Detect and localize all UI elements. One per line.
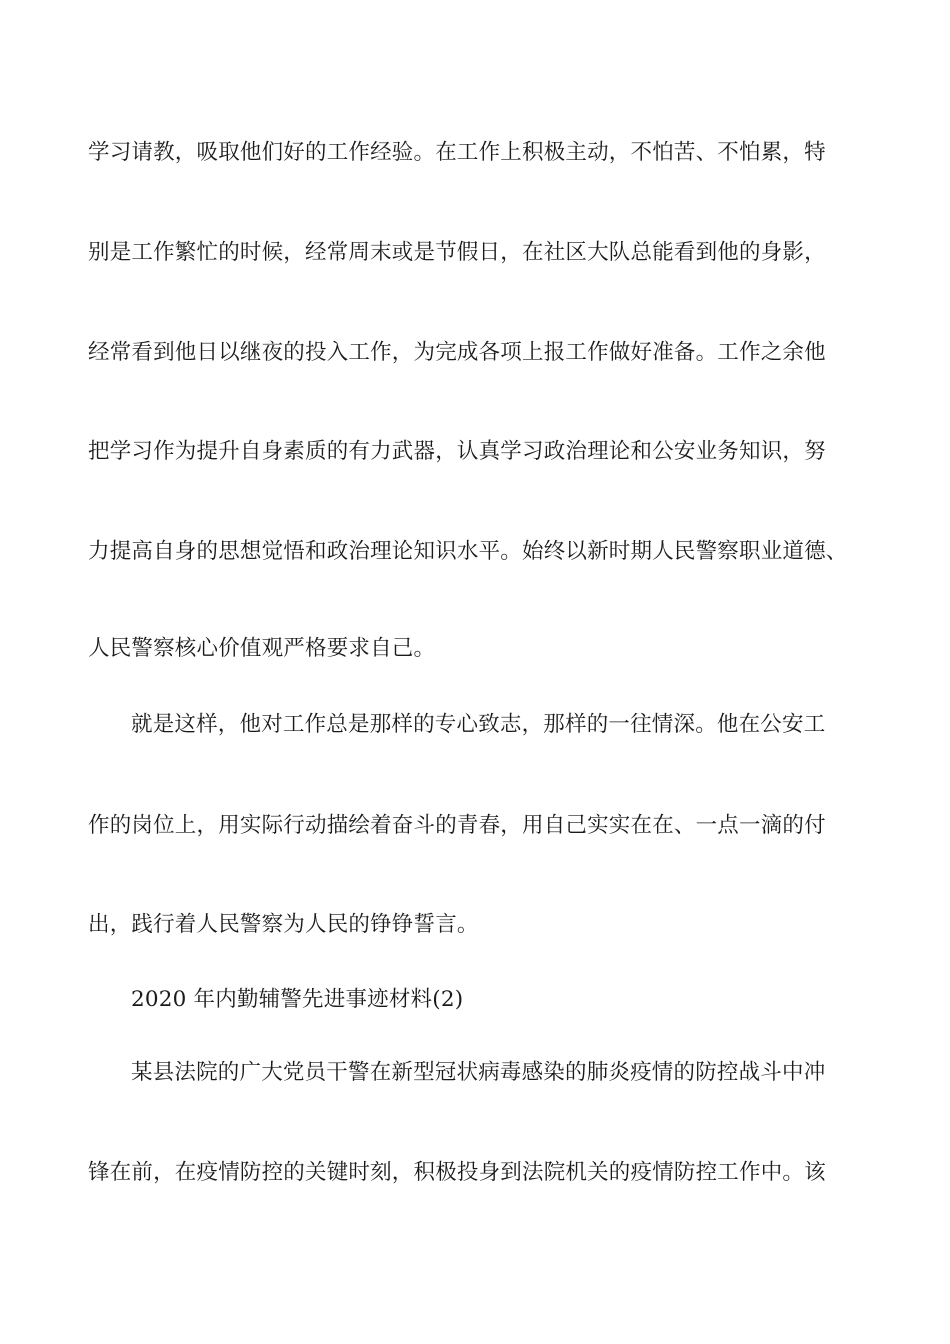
text-line: 学习请教，吸取他们好的工作经验。在工作上积极主动，不怕苦、不怕累，特 xyxy=(88,140,826,165)
text-line: 作的岗位上，用实际行动描绘着奋斗的青春，用自己实实在在、一点一滴的付 xyxy=(88,813,826,838)
text-line: 别是工作繁忙的时候，经常周末或是节假日，在社区大队总能看到他的身影， xyxy=(88,240,826,265)
section-heading: 2020 年内勤辅警先进事迹材料(2) xyxy=(131,987,464,1012)
text-line: 力提高自身的思想觉悟和政治理论知识水平。始终以新时期人民警察职业道德、 xyxy=(88,539,848,564)
text-line: 就是这样，他对工作总是那样的专心致志，那样的一往情深。他在公安工 xyxy=(131,712,826,737)
text-line: 经常看到他日以继夜的投入工作，为完成各项上报工作做好准备。工作之余他 xyxy=(88,340,826,365)
text-line: 某县法院的广大党员干警在新型冠状病毒感染的肺炎疫情的防控战斗中冲 xyxy=(131,1060,826,1085)
text-line: 出，践行着人民警察为人民的铮铮誓言。 xyxy=(88,912,479,937)
text-line: 锋在前，在疫情防控的关键时刻，积极投身到法院机关的疫情防控工作中。该 xyxy=(88,1160,826,1185)
text-line: 人民警察核心价值观严格要求自己。 xyxy=(88,636,436,661)
text-line: 把学习作为提升自身素质的有力武器，认真学习政治理论和公安业务知识，努 xyxy=(88,439,826,464)
